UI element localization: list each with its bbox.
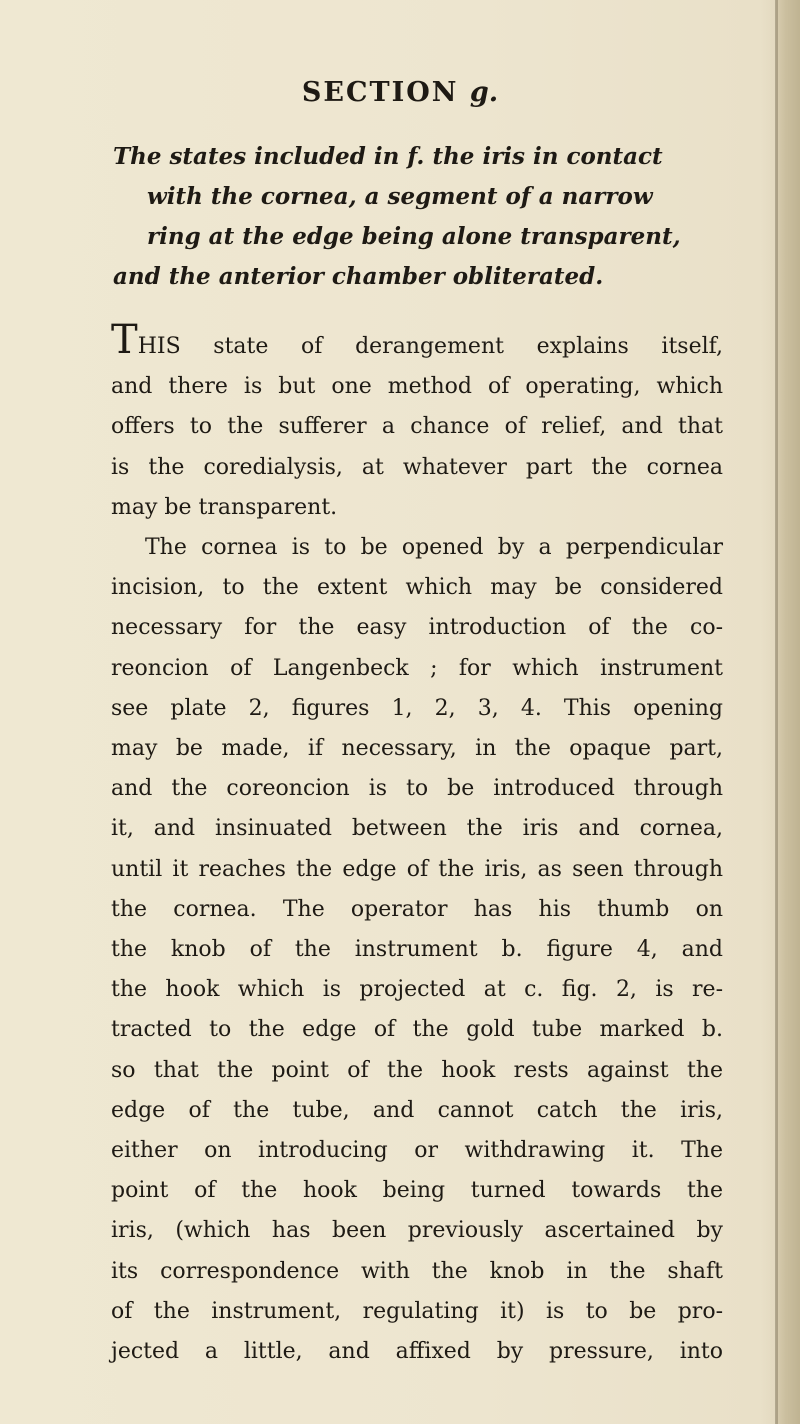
section-heading — [0, 77, 800, 108]
text-line: so that the point of the hook rests against the — [111, 1057, 723, 1083]
text-line: it, and insinuated between the iris and cornea, — [111, 816, 723, 842]
text-line: The cornea is to be opened by a perpendicular — [145, 535, 723, 561]
text-line: either on introducing or withdrawing it. The — [111, 1138, 723, 1164]
text-line: the hook which is projected at c. fig. 2, is re- — [111, 977, 723, 1003]
paragraph-1-first-line — [111, 317, 723, 367]
section-letter: g. — [469, 77, 499, 108]
text-line: necessary for the easy introduction of the co- — [111, 615, 723, 641]
text-line: iris, (which has been previously ascertained by — [111, 1218, 723, 1244]
text-line: point of the hook being turned towards the — [111, 1178, 723, 1204]
text-line: may be transparent. — [111, 494, 338, 520]
text-line: tracted to the edge of the gold tube marked b. — [111, 1017, 723, 1043]
text-line: offers to the sufferer a chance of relief, and that — [111, 414, 723, 440]
text-line: of the instrument, regulating it) is to be pro- — [111, 1298, 723, 1324]
subtitle-line: The states included in f. the iris in contact — [113, 143, 663, 170]
text-line: is the coredialysis, at whatever part the cornea — [111, 454, 723, 480]
text-line: edge of the tube, and cannot catch the iris, — [111, 1097, 723, 1123]
text-line: jected a little, and affixed by pressure, into — [111, 1339, 723, 1365]
text-line: until it reaches the edge of the iris, as seen through — [111, 856, 723, 882]
text-line: and there is but one method of operating, which — [111, 374, 723, 400]
text-line: reoncion of Langenbeck ; for which instrument — [111, 655, 723, 681]
subtitle-line: ring at the edge being alone transparent, — [147, 223, 681, 250]
text-line: and the coreoncion is to be introduced through — [111, 776, 723, 802]
body-text — [111, 317, 723, 1372]
section-label: SECTION — [301, 77, 459, 108]
paragraph-1-first-line-text: HIS state of derangement explains itself, — [137, 334, 723, 359]
subtitle-line: and the anterior chamber obliterated. — [113, 263, 604, 290]
text-line: incision, to the extent which may be considered — [111, 575, 723, 601]
page-gutter — [776, 0, 800, 1424]
gutter-edge — [775, 0, 778, 1424]
text-line: its correspondence with the knob in the shaft — [111, 1258, 723, 1284]
text-line: see plate 2, figures 1, 2, 3, 4. This opening — [111, 695, 723, 721]
text-line: may be made, if necessary, in the opaque part, — [111, 736, 723, 762]
text-line: the knob of the instrument b. figure 4, and — [111, 937, 723, 963]
text-line: the cornea. The operator has his thumb on — [111, 896, 723, 922]
section-subtitle — [113, 137, 733, 297]
drop-cap: T — [111, 317, 138, 363]
subtitle-line: with the cornea, a segment of a narrow — [147, 183, 653, 210]
